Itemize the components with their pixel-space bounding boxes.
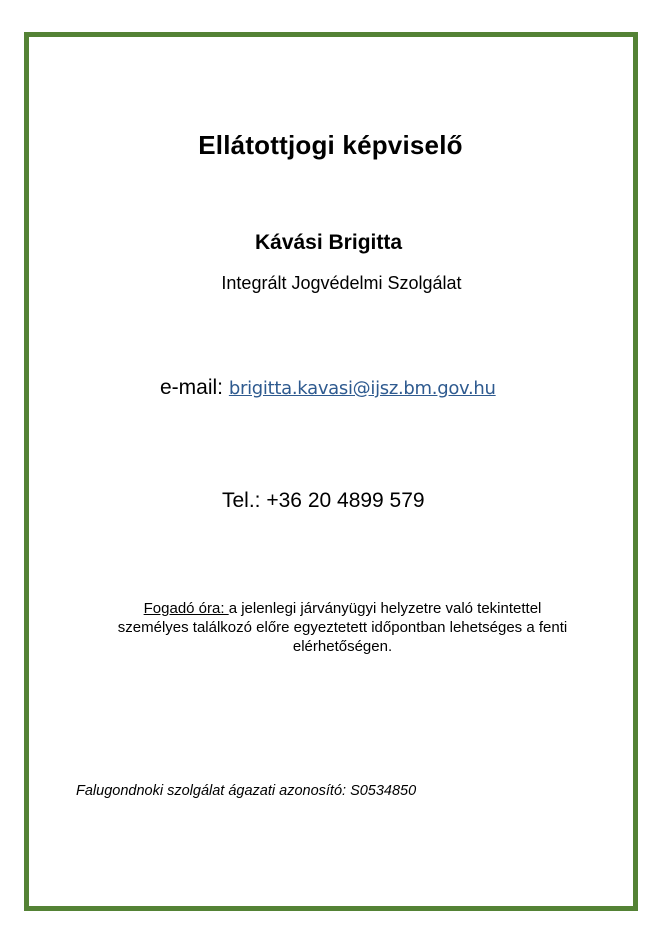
email-link[interactable]: brigitta.kavasi@ijsz.bm.gov.hu — [228, 378, 496, 399]
page-title: Ellátottjogi képviselő — [198, 130, 463, 160]
email-row — [160, 376, 496, 400]
representative-name: Kávási Brigitta — [254, 231, 403, 254]
page-border — [24, 32, 638, 911]
office-hours-label: Fogadó óra: — [143, 600, 229, 617]
phone-row — [222, 489, 425, 513]
phone-label: Tel.: — [222, 489, 267, 512]
phone-number: +36 20 4899 579 — [266, 489, 425, 512]
footer-identifier: Falugondnoki szolgálat ágazati azonosító: S0534850 — [76, 783, 417, 799]
organization-name: Integrált Jogvédelmi Szolgálat — [221, 273, 462, 293]
office-hours-text: a jelenlegi járványügyi helyzetre való tekintettel személyes találkozó előre egyeztetett időpontban lehetséges a fenti elérhetőségen. — [117, 600, 568, 655]
office-hours — [110, 599, 575, 656]
email-label: e-mail: — [160, 376, 229, 399]
